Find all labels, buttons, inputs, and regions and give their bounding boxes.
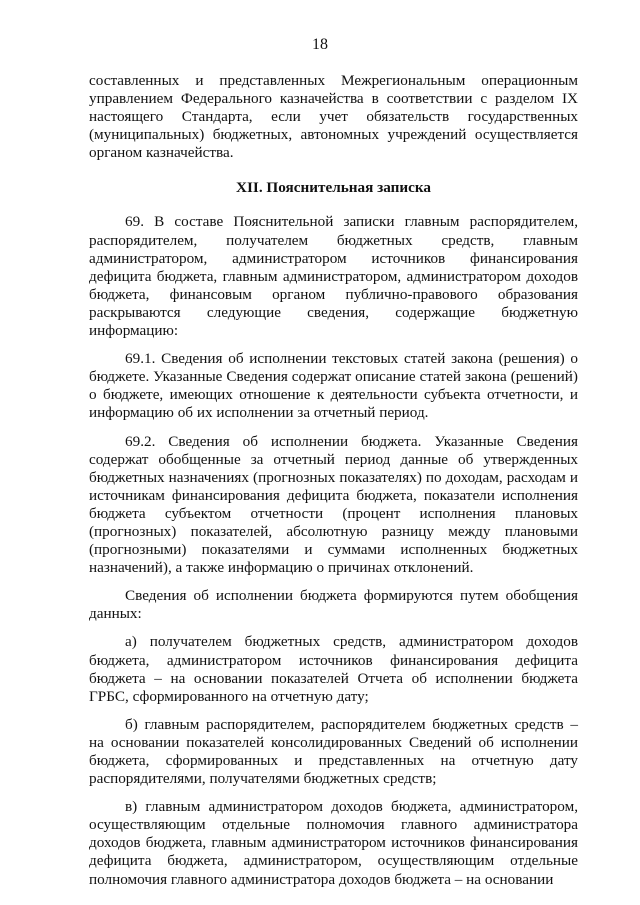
paragraph-budget-info: Сведения об исполнении бюджета формируются путем обобщения данных: <box>89 587 578 623</box>
page-number: 18 <box>312 36 328 53</box>
paragraph-69-2: 69.2. Сведения об исполнении бюджета. Указанные Сведения содержат обобщенные за отчетный период данные об утвержденных бюджетных назначениях (прогнозных показателях) по доходам, расходам и источникам финансирования дефицита бюджета, показатели исполнения бюджета субъектом отчетности (процент исполнения плановых (прогнозных) показателей, абсолютную разницу между плановыми (прогнозными) показателями и суммами исполненных бюджетных назначений), а также информацию о причинах отклонений. <box>89 432 578 577</box>
document-body <box>89 72 578 889</box>
paragraph-item-b: б) главным распорядителем, распорядителем бюджетных средств – на основании показателей консолидированных Сведений об исполнении бюджета, сформированных и представленных на отчетную дату распорядителями, получателями бюджетных средств; <box>89 715 578 788</box>
paragraph-69: 69. В составе Пояснительной записки главным распорядителем, распорядителем, получателем бюджетных средств, главным администратором, администратором источников финансирования дефицита бюджета, главным администратором, администратором доходов бюджета, финансовым органом публично-правового образования раскрываются следующие сведения, содержащие бюджетную информацию: <box>89 213 578 340</box>
section-heading: XII. Пояснительная записка <box>236 179 431 197</box>
paragraph-item-a: а) получателем бюджетных средств, администратором доходов бюджета, администратором источников финансирования дефицита бюджета – на основании показателей Отчета об исполнении бюджета ГРБС, сформированного на отчетную дату; <box>89 633 578 705</box>
paragraph-continuation: составленных и представленных Межрегиональным операционным управлением Федерального казначейства в соответствии с разделом IX настоящего Стандарта, если учет обязательств государственных (муниципальных) бюджетных, автономных учреждений осуществляется органом казначейства. <box>89 72 578 162</box>
paragraph-69-1: 69.1. Сведения об исполнении текстовых статей закона (решения) о бюджете. Указанные Сведения содержат описание статей закона (решений) о бюджете, имеющих отношение к деятельности субъекта отчетности, и информацию об их исполнении за отчетный период. <box>89 350 578 422</box>
paragraph-item-v: в) главным администратором доходов бюджета, администратором, осуществляющим отдельные полномочия главного администратора доходов бюджета, главным администратором источников финансирования дефицита бюджета, администратором, осуществляющим отдельные полномочия главного администратора доходов бюджета – на основании <box>89 798 578 888</box>
